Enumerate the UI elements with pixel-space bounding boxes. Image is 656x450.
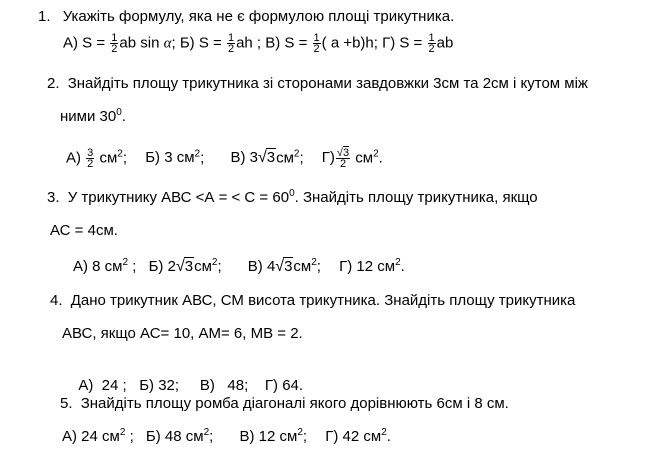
frac-num: 1 <box>313 32 320 44</box>
alpha-symbol: α <box>163 35 172 52</box>
square-sup: 2 <box>122 257 129 268</box>
q2-semi-c: ; <box>299 149 304 167</box>
q4-text2: АВС, якщо АС= 10, АМ= 6, МВ = 2. <box>62 325 303 342</box>
q3-text: У трикутнику АВС <А = < С = 60 <box>67 189 290 206</box>
q1-opt-c-post: ( a +b)h; Г) S = <box>321 34 423 52</box>
q1-options <box>63 33 453 54</box>
q1-opt-a-pre: А) S = <box>63 34 106 52</box>
frac-den: 2 <box>87 158 94 170</box>
q5-opt-a: А) 24 см <box>62 428 120 445</box>
q3-text2: АС = 4см. <box>50 222 118 239</box>
q2-opt-d-unit: см <box>355 149 374 167</box>
square-sup: 2 <box>117 148 123 160</box>
q5-number: 5. <box>60 395 73 412</box>
q1-text: Укажіть формулу, яка не є формулою площі трикутника. <box>62 8 455 25</box>
q2-opt-d-pre: Г) <box>321 149 335 167</box>
square-sup: 2 <box>311 257 317 268</box>
sqrt-symbol: √3 <box>275 258 293 275</box>
q1-fraction-d <box>428 33 436 54</box>
square-sup: 2 <box>395 257 401 268</box>
q3-options: А) 8 $см^2$ ; Б) $2√3см^2$; В) $4√3см^2$; Г) 12 $см^2$. <box>73 257 405 275</box>
square-sup: 2 <box>203 427 210 438</box>
q3-opt-b-pre: Б) 2 <box>148 258 176 275</box>
q4-options <box>70 359 303 395</box>
q2-line <box>47 75 588 93</box>
q5-opt-d: Г) 42 см <box>325 428 382 445</box>
q3-number: 3. <box>47 189 60 206</box>
q2-number: 2. <box>47 75 60 92</box>
q2-fraction-d <box>336 148 350 169</box>
q4-line2 <box>62 325 303 343</box>
q3-line2 <box>50 222 118 240</box>
q5-opt-c: В) 12 см <box>239 428 298 445</box>
q3-opt-c-unit: см <box>293 258 312 275</box>
q1-fraction-b <box>227 33 235 54</box>
q1-fraction-a <box>110 33 118 54</box>
frac-den: 2 <box>313 43 320 55</box>
q2-opt-a-pre: А) <box>66 149 81 167</box>
q4-line <box>50 292 575 310</box>
q1-opt-a-post: ab sin <box>119 34 160 52</box>
q2-line2 <box>60 108 126 126</box>
q1-opt-b-post: ah ; В) S = <box>236 34 308 52</box>
q1-line <box>38 8 454 26</box>
q1-opt-b-pre: ; Б) S = <box>171 34 222 52</box>
q2-text2: ними 30 <box>60 108 117 125</box>
frac-num: 1 <box>428 32 435 44</box>
q3-opt-b-unit: см <box>194 258 212 275</box>
q3-text-after: . Знайдіть площу трикутника, якщо <box>294 189 538 206</box>
q2-opt-a-unit: см <box>99 149 118 167</box>
q2-semi-a: ; <box>122 149 128 167</box>
square-sup: 2 <box>211 257 218 268</box>
frac-num-sqrt: √3 <box>336 147 350 159</box>
q5-opt-b: Б) 48 см <box>145 428 204 445</box>
q2-opt-b: Б) 3 см <box>145 149 195 167</box>
q2-opt-c-unit: см <box>276 149 294 167</box>
square-sup: 2 <box>194 148 201 160</box>
sqrt-symbol: √3 <box>257 149 276 167</box>
q3-opt-d: Г) 12 см <box>339 258 396 275</box>
frac-den: 2 <box>227 43 235 55</box>
sqrt-radicand: 3 <box>184 258 194 275</box>
q2-dot: . <box>121 108 126 125</box>
square-sup: 2 <box>297 427 303 438</box>
q2-opt-c-pre: В) 3 <box>230 149 258 167</box>
frac-den: 2 <box>339 158 347 170</box>
frac-num: 1 <box>227 32 235 44</box>
q5-options: А) 24 $см^2$ ; Б) 48 $см^2$; В) 12 $см^2$; Г) 42 $см^2$. <box>62 427 391 445</box>
sqrt-radicand: 3 <box>266 149 276 167</box>
q3-opt-c-pre: В) 4 <box>247 258 276 275</box>
q2-dot-end: . <box>378 149 383 167</box>
q2-fraction-a <box>86 148 94 169</box>
q4-options-text: А) 24 ; Б) 32; В) 48; Г) 64. <box>78 377 304 394</box>
q1-opt-d-post: ab <box>436 34 454 52</box>
q4-number: 4. <box>50 292 63 309</box>
q5-text: Знайдіть площу ромба діагоналі якого дорівнюють 6см і 8 см. <box>80 395 509 412</box>
q1-number: 1. <box>38 8 51 25</box>
square-sup: 2 <box>381 427 387 438</box>
degree-sup: 0 <box>289 188 295 199</box>
square-sup: 2 <box>293 148 300 160</box>
q4-text: Дано трикутник АВС, СМ висота трикутника. Знайдіть площу трикутника <box>70 292 576 309</box>
frac-den: 2 <box>428 43 435 55</box>
q1-fraction-c <box>313 33 321 54</box>
degree-sup: 0 <box>116 107 122 118</box>
q3-line <box>47 189 538 207</box>
q3-opt-a: А) 8 см <box>73 258 123 275</box>
q2-options <box>66 148 383 169</box>
q2-text: Знайдіть площу трикутника зі сторонами завдовжки 3см та 2см і кутом між <box>67 75 588 92</box>
square-sup: 2 <box>373 148 379 160</box>
q5-line <box>60 395 509 413</box>
sqrt-radicand: 3 <box>342 147 350 159</box>
sqrt-symbol: √3 <box>175 258 194 275</box>
frac-num: 1 <box>111 32 118 44</box>
sqrt-radicand: 3 <box>284 258 293 275</box>
frac-num: 3 <box>87 147 94 159</box>
frac-den: 2 <box>111 43 118 55</box>
square-sup: 2 <box>119 427 126 438</box>
q2-semi-b: ; <box>200 149 205 167</box>
